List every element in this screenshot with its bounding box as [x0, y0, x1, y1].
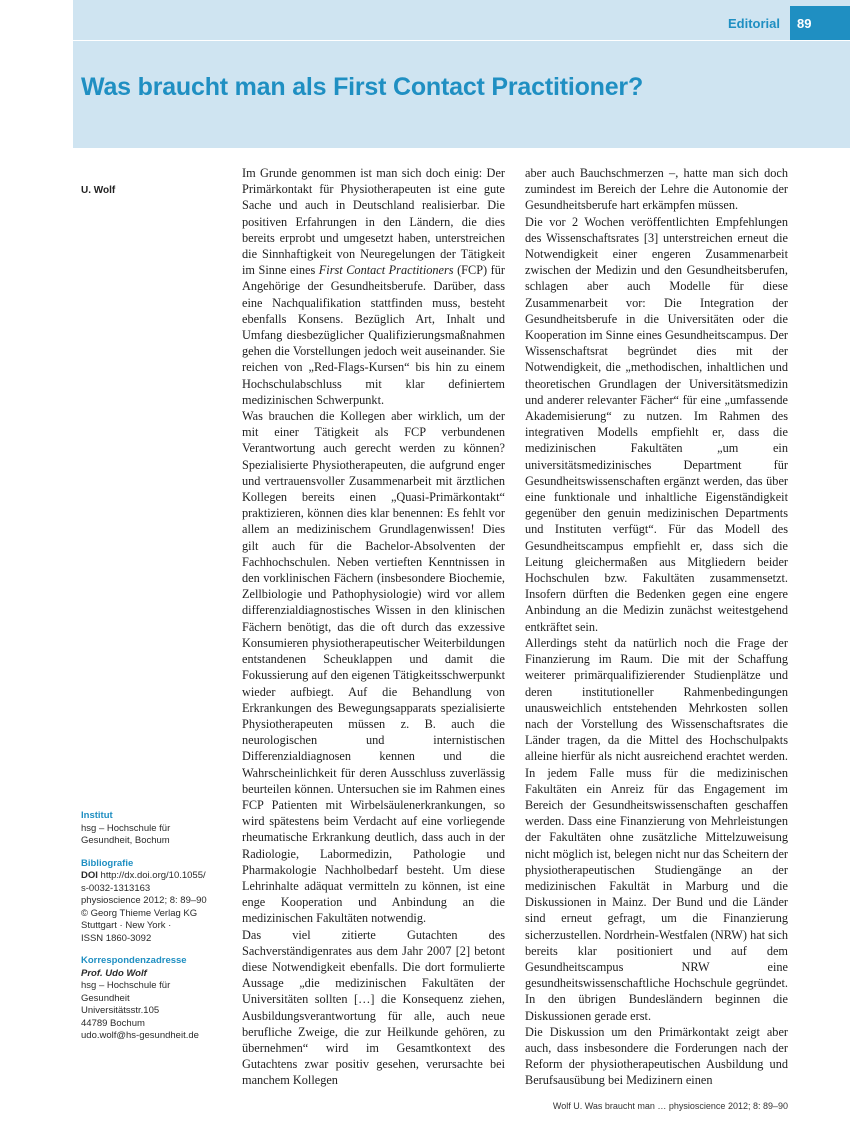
article-sidebar [81, 810, 231, 1043]
bibliografie-line: © Georg Thieme Verlag KG [81, 907, 198, 919]
bibliografie-line: ISSN 1860-3092 [81, 932, 152, 944]
bibliografie-line: physioscience 2012; 8: 89–90 [81, 895, 207, 906]
paragraph: Die Diskussion um den Primärkontakt zeigt aber auch, dass insbesondere die Forderungen nach der Reform der physiotherapeutischen Ausbildung und Berufsausübung bei Medizinern einen [525, 1024, 788, 1088]
paragraph: Allerdings steht da natürlich noch die Frage der Finanzierung im Raum. Die mit der Schaffung weiterer primärqualifizierender Studienplätze und deren institutioneller Rahmenbedingungen unausweichlich entstehenden Mehrkosten sollen nach der Vorstellung des Wissenschaftsrates die Länder tragen, da die Mittel des Hochschulpakts alleine hierfür als nicht ausreichend erachtet werden. In jedem Falle muss für die medizinischen Fakultäten ein Anreiz für das Engagement im Bereich der Gesundheitswissenschaften geschaffen werden. Dass eine Finanzierung von Mehrleistungen der Fakultäten ohne zusätzliche Mittelzuweisung nicht möglich ist, belegen nicht nur das Scheitern der physiotherapeutischen Studiengänge an der medizinischen Fakultät in Marburg und die Diskussionen in Mainz. Der Bund und die Länder sind erneut gefragt, um die Finanzierung sicherzustellen. Nordrhein-Westfalen (NRW) hat sich bereits klar positioniert und auf dem Gesundheitscampus NRW eine gesundheitswissenschaftliche Hochschule gegründet. In den übrigen Bundesländern beginnen die Diskussionen gerade erst. [525, 635, 788, 1023]
paragraph-text: (FCP) für Angehörige der Gesundheitsberufe. Darüber, dass eine Nachqualifikation stattfinden muss, besteht ebenfalls Konsens. Bezüglich Art, Inhalt und Umfang diesbezüglicher Qualifizierungsmaßnahmen gehen die Vorstellungen jedoch weit auseinander. Sie reichen von „Red-Flags-Kursen“ bis hin zu einem Hochschulabschluss mit klar definiertem medizinischen Schwerpunkt. [242, 263, 506, 407]
korrespondenz-line: Gesundheit [81, 992, 130, 1004]
korrespondenz-name: Prof. Udo Wolf [81, 967, 147, 979]
korrespondenz-email[interactable]: udo.wolf@hs-gesundheit.de [81, 1030, 199, 1041]
doi-label: DOI [81, 870, 98, 881]
institut-heading: Institut [81, 810, 113, 821]
paragraph [242, 165, 505, 408]
page-number: 89 [790, 6, 850, 40]
bibliografie-line: Stuttgart · New York · [81, 920, 172, 931]
korrespondenz-line: hsg – Hochschule für [81, 980, 171, 991]
header-divider [73, 40, 850, 41]
paragraph: Das viel zitierte Gutachten des Sachverständigenrates aus dem Jahr 2007 [2] betont diese Notwendigkeit ebenfalls. Die dort formulierte Aussage „die medizinischen Fakultäten der Universitäten sollten […] die Konsequenz ziehen, Ausbildungsverantwortung für alle, auch neue berufliche Zweige, die zur Heilkunde gehören, zu übernehmen“ wird im Gesamtkontext des Gutachtens zwar positiv gesehen, verursachte bei manchem Kollegen [242, 927, 505, 1088]
bibliografie-heading: Bibliografie [81, 857, 134, 869]
institut-line: hsg – Hochschule für [81, 822, 171, 834]
body-column-1 [242, 165, 505, 1089]
author-name: U. Wolf [81, 185, 116, 196]
page-footer: Wolf U. Was braucht man … physioscience 2012; 8: 89–90 [552, 1101, 788, 1111]
bibliografie-line: s-0032-1313163 [81, 882, 151, 894]
section-label: Editorial [727, 16, 780, 31]
article-title: Was braucht man als First Contact Practitioner? [81, 73, 644, 101]
korrespondenz-heading: Korrespondenzadresse [81, 955, 187, 966]
doi-link[interactable]: http://dx.doi.org/10.1055/ [100, 870, 206, 881]
korrespondenz-line: Universitätsstr.105 [81, 1005, 160, 1016]
emphasis-text: First Contact Practitioners [318, 263, 454, 278]
paragraph: aber auch Bauchschmerzen –, hatte man sich doch zumindest im Bereich der Lehre die Autonomie der Gesundheitsberufe hart erkämpfen müssen. [525, 166, 788, 213]
paragraph-text: Im Grunde genommen ist man sich doch einig: Der Primärkontakt für Physiotherapeuten ist eine gute Sache und auch in Deutschland realisierbar. Die positiven Erfahrungen in den Ländern, die dies bereits erprobt und umgesetzt haben, unterstreichen die Sinnhaftigkeit von Neuregelungen der Tätigkeit im Sinne eines [242, 166, 505, 278]
korrespondenz-line: 44789 Bochum [81, 1017, 145, 1029]
body-column-2 [525, 165, 788, 1089]
doi-line [81, 870, 231, 883]
institut-line: Gesundheit, Bochum [81, 835, 170, 846]
paragraph: Die vor 2 Wochen veröffentlichten Empfehlungen des Wissenschaftsrates [3] unterstreichen erneut die Notwendigkeit einer engeren Zusammenarbeit zwischen der Medizin und den Gesundheitsberufen, schlagen aber auch Modelle für diese Zusammenarbeit vor: Die Integration der Gesundheitsberufe in die Universitäten oder die Kooperation im Sinne eines Gesundheitscampus. Der Wissenschaftsrat begründet dies mit der Notwendigkeit, die „methodischen, inhaltlichen und theoretischen Grundlagen der Universitätsmedizin und anderer relevanter Fächer“ für eine „umfassende Akademisierung“ zu nutzen. Im Rahmen des integrativen Modells empfiehlt er, dass die medizinischen Fakultäten „um ein universitätsmedizinisches Department für Gesundheitswissenschaften ergänzt werden, das über eine funktionale und inhaltliche Eigenständigkeit gegenüber den genuin medizinischen Departments und Instituten verfügt“. Für das Modell des Gesundheitscampus empfiehlt er, dass sich die Leitung gleichermaßen aus Mitgliedern beider Hochschulen bzw. Fakultäten zusammensetzt. Insofern dürften die Bedenken gegen eine engere Anbindung an die Medizin zunächst weitestgehend entkräftet sein. [525, 214, 788, 634]
paragraph: Was brauchen die Kollegen aber wirklich, um der mit einer Tätigkeit als FCP verbundenen Verantwortung auch gerecht werden zu können? Spezialisierte Physiotherapeuten, die aufgrund enger und vertrauensvoller Zusammenarbeit mit ärztlichen Kollegen bereits einen „Quasi-Primärkontakt“ praktizieren, können dies klar benennen: Es fehlt vor allem an medizinischem Grundlagenwissen! Dies gilt auch für die Bachelor-Absolventen der Fachhochschulen. Neben vertieften Kenntnissen in den vorklinischen Fächern (insbesondere Biochemie, Zellbiologie und Pathophysiologie) wird vor allem differenzialdiagnostisches Wissen in den klinischen Fächern benötigt, das die oft durch das exzessive Konsumieren physiotherapeutischer Weiterbildungen entstandenen Scheuklappen und damit die Fokussierung auf den eigenen Tätigkeitsschwerpunkt wieder aufbiegt. Auf die Behandlung von Erkrankungen des Bewegungsapparats spezialisierte Physiotherapeuten müssen z. B. auch die neurologischen und internistischen Differenzialdiagnosen kennen und die Wahrscheinlichkeit für deren Ausschluss zuverlässig beurteilen können. Untersuchen sie im Rahmen eines FCP Patienten mit Wirbelsäulenerkrankungen, so wird spätestens beim Verdacht auf eine vorliegende rheumatische Erkrankung deutlich, dass auch in der Radiologie, Labormedizin, Pathologie und Pharmakologie Nachholbedarf besteht. Um diese Lehrinhalte adäquat vermitteln zu können, ist eine enge Kooperation und Anbindung an die medizinischen Fakultäten notwendig. [242, 409, 505, 926]
